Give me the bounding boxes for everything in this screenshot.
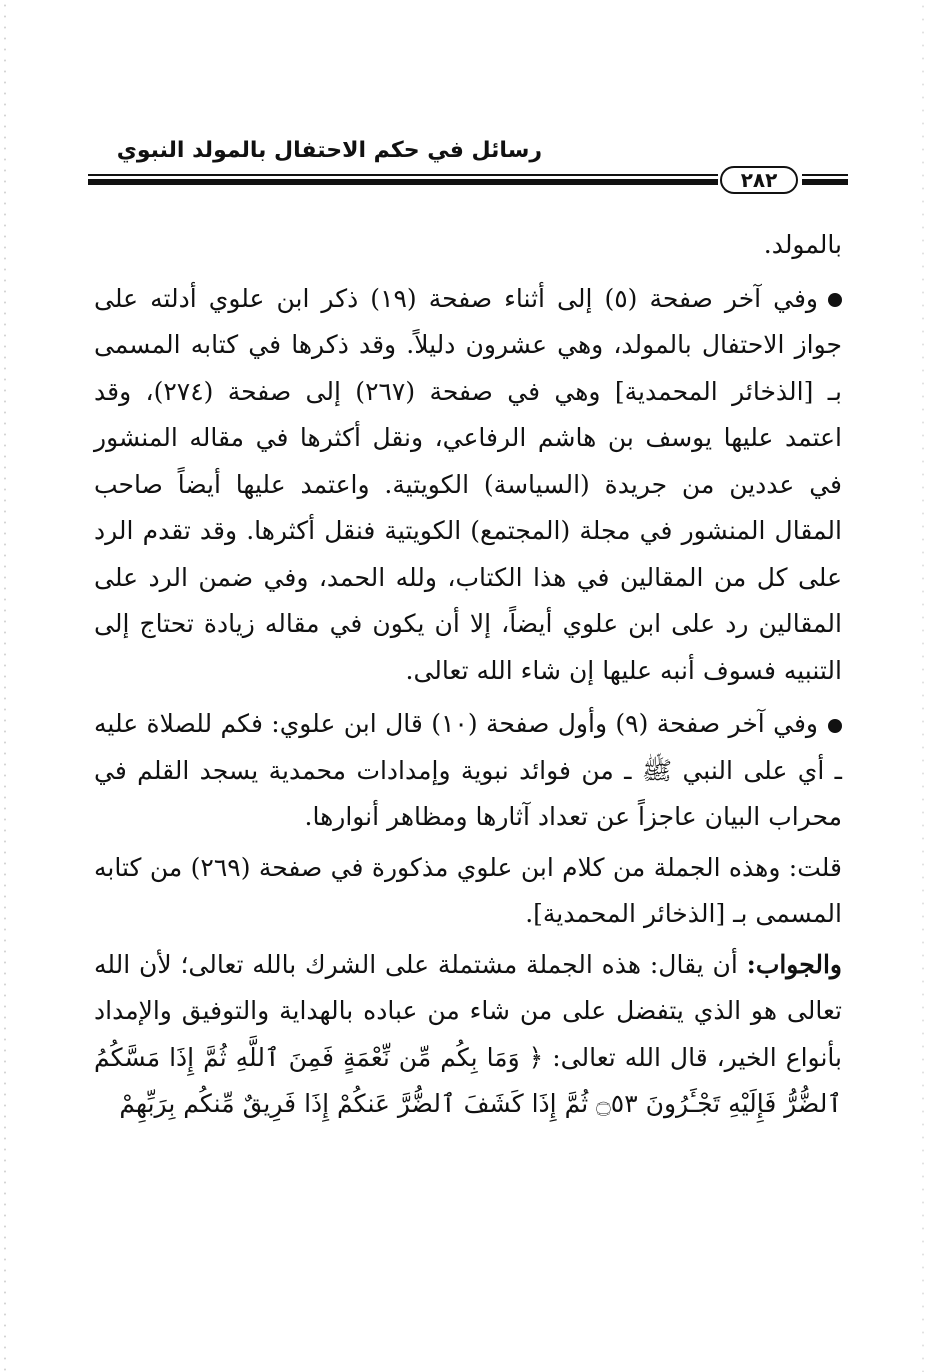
answer-lead: والجواب: bbox=[746, 949, 842, 979]
bullet-icon bbox=[828, 719, 842, 733]
paragraph-2-text: وفي آخر صفحة (٥) إلى أثناء صفحة (١٩) ذكر ابن علوي أدلته على جواز الاحتفال بالمولد، وهي عشرون دليلاً. وقد ذكرها في كتابه المسمى بـ [الذخائر المحمدية] وهي في صفحة (٢٦٧) إلى صفحة (٢٧٤)، وقد اعتمد عليها يوسف بن هاشم الرفاعي، ونقل أكثرها في مقاله المنشور في عددين من جريدة (السياسة) الكويتية. واعتمد عليها أيضاً صاحب المقال المنشور في مجلة (المجتمع) الكويتية فنقل أكثرها. وقد تقدم الرد على كل من المقالين في هذا الكتاب، ولله الحمد، وفي ضمن الرد على المقالين رد على ابن علوي أيضاً، إلا أن يكون في مقاله زيادة تحتاج إلى التنبيه فسوف أنبه عليها إن شاء الله تعالى. bbox=[94, 283, 842, 685]
paragraph-5 bbox=[94, 942, 842, 1128]
paragraph-5-text: أن يقال: هذه الجملة مشتملة على الشرك بالله تعالى؛ لأن الله تعالى هو الذي يتفضل على من شاء من عباده بالهداية والتوفيق والإمداد بأنواع الخير، قال الله تعالى: bbox=[94, 949, 843, 1072]
page-body bbox=[94, 222, 842, 1128]
page-number: ٢٨٢ bbox=[720, 166, 798, 194]
bullet-icon bbox=[828, 293, 842, 307]
paragraph-3-text: وفي آخر صفحة (٩) وأول صفحة (١٠) قال ابن علوي: فكم للصلاة عليه ـ أي على النبي ﷺ ـ من فوائد نبوية وإمدادات محمدية يسجد القلم في محراب البيان عاجزاً عن تعداد آثارها ومظاهر أنوارها. bbox=[94, 709, 842, 831]
quran-verse: ﴿ وَمَا بِكُم مِّن نِّعْمَةٍ فَمِنَ ٱللَّهِ ثُمَّ إِذَا مَسَّكُمُ ٱلضُّرُّ فَإِلَيْهِ تَجْـَٔرُونَ ۝٥٣ ثُمَّ إِذَا كَشَفَ ٱلضُّرَّ عَنكُمْ إِذَا فَرِيقٌ مِّنكُم بِرَبِّهِمْ bbox=[94, 1042, 842, 1118]
running-title: رسائل في حكم الاحتفال بالمولد النبوي bbox=[116, 138, 542, 163]
header-rule-right bbox=[802, 174, 848, 186]
header-rule-left bbox=[88, 174, 718, 186]
scan-margin-dots-right bbox=[922, 0, 924, 1372]
page-header bbox=[88, 134, 848, 204]
paragraph-4: قلت: وهذه الجملة من كلام ابن علوي مذكورة في صفحة (٢٦٩) من كتابه المسمى بـ [الذخائر المحمدية]. bbox=[94, 852, 842, 928]
paragraph-2 bbox=[94, 276, 842, 695]
paragraph-3 bbox=[94, 701, 842, 841]
scan-margin-dots-left bbox=[4, 0, 6, 1372]
paragraph-1: بالمولد. bbox=[763, 230, 842, 259]
